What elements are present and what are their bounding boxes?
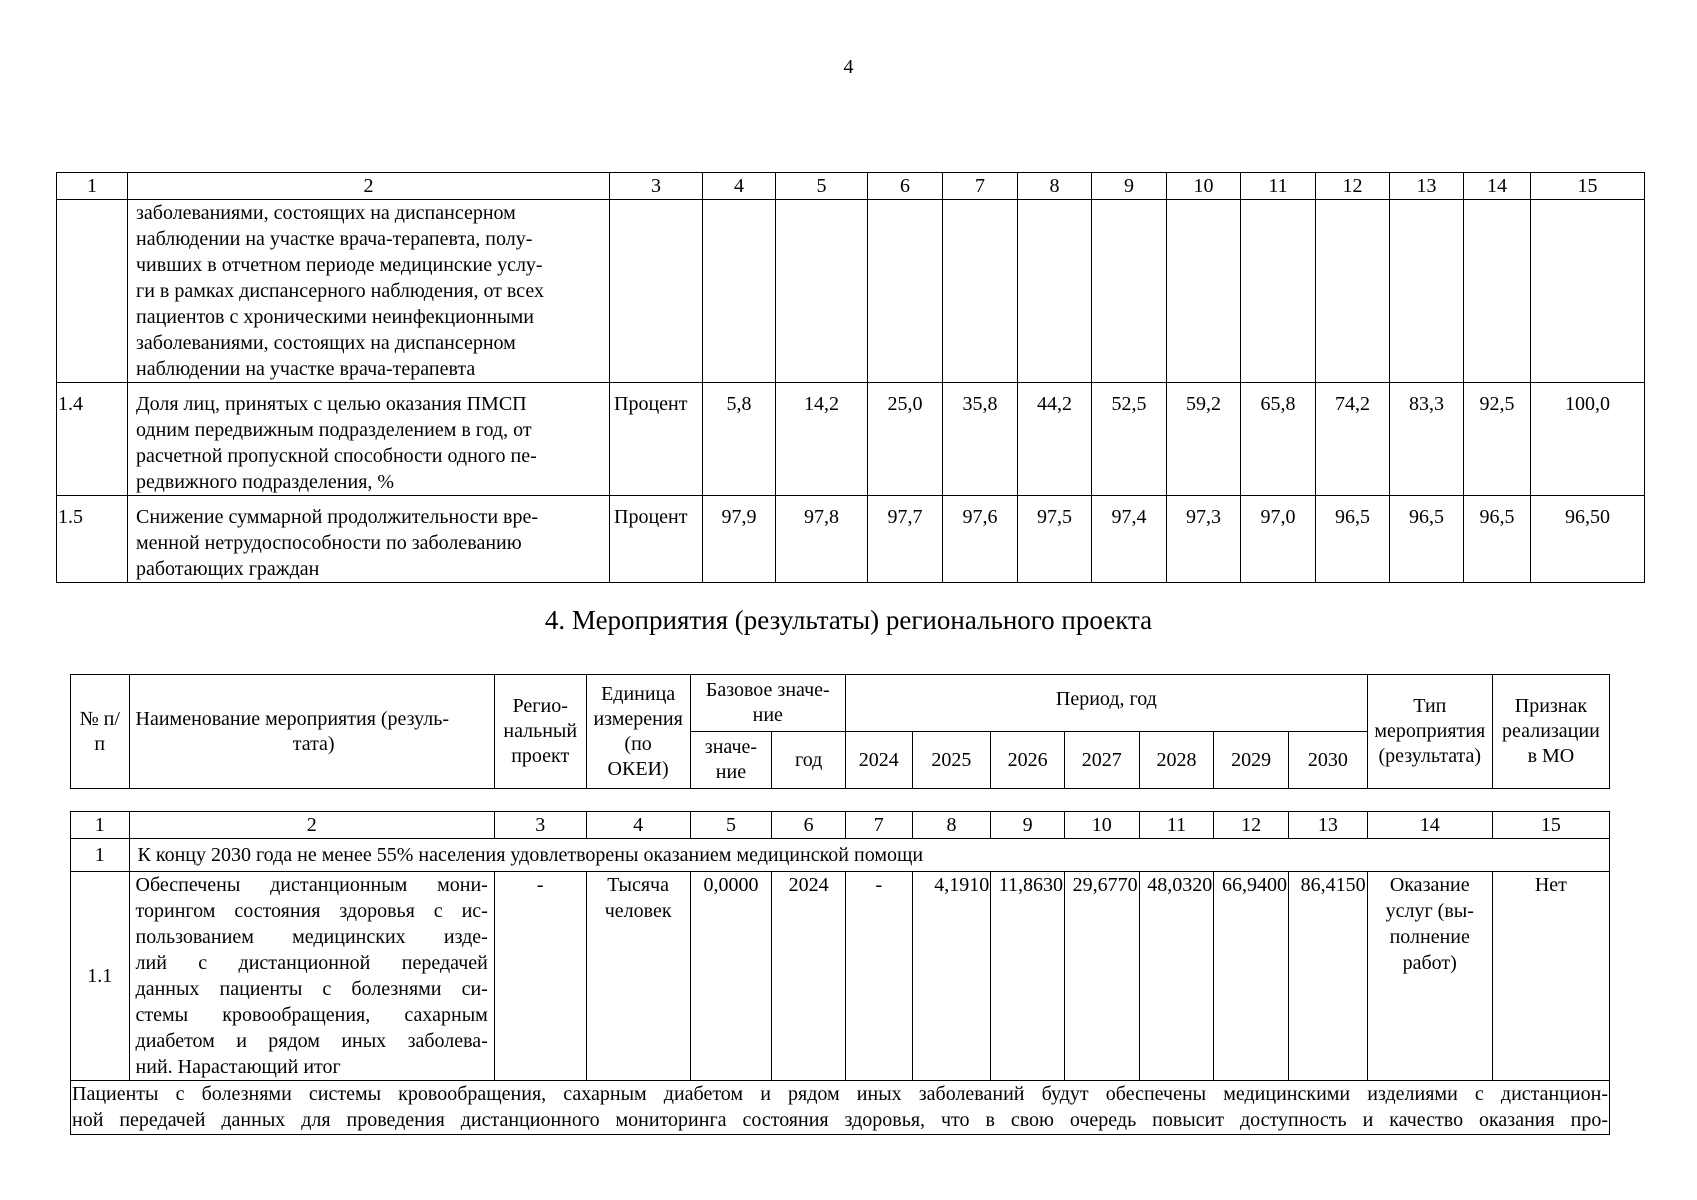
header-name: Наименование мероприятия (резуль- тата) [129, 675, 494, 789]
column-number: 13 [1390, 173, 1464, 200]
column-number: 5 [776, 173, 868, 200]
header-year: 2029 [1214, 732, 1289, 789]
header-period: Период, год [845, 675, 1367, 732]
goal-text: К концу 2030 года не менее 55% населения удовлетворены оказанием медицинской помощи [129, 839, 1609, 872]
row-index: 1.1 [71, 872, 130, 1081]
value-cell: 96,5 [1316, 496, 1390, 583]
column-number: 12 [1316, 173, 1390, 200]
page-number: 4 [843, 56, 854, 78]
header-year: 2030 [1288, 732, 1367, 789]
value-cell: 92,5 [1464, 383, 1531, 496]
row-index: 1.4 [57, 383, 128, 496]
column-number: 1 [57, 173, 128, 200]
value-cell: 11,8630 [991, 872, 1065, 1081]
header-unit: Единица измерения (по ОКЕИ) [586, 675, 690, 789]
column-number-row [57, 173, 1645, 200]
goal-index: 1 [71, 839, 130, 872]
header-base-value: значе- ние [690, 732, 772, 789]
header-regional: Регио- нальный проект [494, 675, 586, 789]
column-number: 11 [1139, 812, 1214, 839]
unit-cell: Процент [610, 496, 703, 583]
column-number: 9 [991, 812, 1065, 839]
column-number: 2 [128, 173, 610, 200]
regional-cell: - [494, 872, 586, 1081]
header-year: 2027 [1064, 732, 1139, 789]
column-number: 5 [690, 812, 772, 839]
column-number: 10 [1064, 812, 1139, 839]
value-cell: 14,2 [776, 383, 868, 496]
value-cell: 97,8 [776, 496, 868, 583]
description-row [71, 1081, 1610, 1135]
header-type: Тип мероприятия (результата) [1367, 675, 1492, 789]
column-number: 9 [1092, 173, 1167, 200]
type-cell: Оказание услуг (вы- полнение работ) [1367, 872, 1492, 1081]
header-base-year: год [772, 732, 846, 789]
base-value-cell: 0,0000 [690, 872, 772, 1081]
column-number: 14 [1464, 173, 1531, 200]
description-text: Пациенты с болезнями системы кровообращения, сахарным диабетом и рядом иных заболеваний будут обеспечены медицинскими изделиями с дистанцион- ной передачей данных для проведения дистанционного мониторинга состояния здоровья, что в свою очередь повысит доступность и качество оказания про- [71, 1081, 1610, 1135]
header-year: 2024 [845, 732, 912, 789]
value-cell: 97,6 [943, 496, 1018, 583]
value-cell: 83,3 [1390, 383, 1464, 496]
value-cell: 65,8 [1241, 383, 1316, 496]
value-cell: 97,9 [703, 496, 776, 583]
header-base: Базовое значе- ние [690, 675, 845, 732]
mo-cell: Нет [1492, 872, 1609, 1081]
value-cell: 97,4 [1092, 496, 1167, 583]
value-cell: 74,2 [1316, 383, 1390, 496]
value-cell: 59,2 [1167, 383, 1241, 496]
row-index: 1.5 [57, 496, 128, 583]
value-cell: 44,2 [1018, 383, 1092, 496]
column-number: 3 [610, 173, 703, 200]
column-number: 14 [1367, 812, 1492, 839]
unit-cell: Процент [610, 383, 703, 496]
column-number: 15 [1531, 173, 1645, 200]
column-number: 7 [846, 812, 913, 839]
value-cell: 96,5 [1464, 496, 1531, 583]
value-cell: 96,5 [1390, 496, 1464, 583]
indicator-row [57, 496, 1645, 583]
value-cell: 35,8 [943, 383, 1018, 496]
section-title: 4. Мероприятия (результаты) регионального проекта [544, 605, 1153, 635]
value-cell: 97,5 [1018, 496, 1092, 583]
header-num: № п/ п [71, 675, 130, 789]
indicator-name: Доля лиц, принятых с целью оказания ПМСП одним передвижным подразделением в год, от расчетной пропускной способности одного пе- редвижного подразделения, % [128, 383, 610, 496]
value-cell: 48,0320 [1139, 872, 1214, 1081]
column-number: 6 [868, 173, 943, 200]
column-number: 12 [1214, 812, 1289, 839]
measures-table [70, 811, 1610, 1135]
column-number: 7 [943, 173, 1018, 200]
header-year: 2026 [991, 732, 1065, 789]
column-number: 1 [71, 812, 130, 839]
column-number: 10 [1167, 173, 1241, 200]
column-number-row [71, 812, 1610, 839]
unit-cell: Тысяча человек [586, 872, 690, 1081]
column-number: 15 [1492, 812, 1609, 839]
value-cell: 29,6770 [1064, 872, 1139, 1081]
header-year: 2025 [912, 732, 991, 789]
value-cell: 97,3 [1167, 496, 1241, 583]
header-year: 2028 [1139, 732, 1214, 789]
column-number: 8 [912, 812, 991, 839]
column-number: 2 [129, 812, 494, 839]
base-year-cell: 2024 [772, 872, 846, 1081]
continuation-text: заболеваниями, состоящих на диспансерном наблюдении на участке врача-терапевта, полу- чивших в отчетном периоде медицинские услу- ги в рамках диспансерного наблюдения, от всех пациентов с хроническими неинфекционными заболеваниями, состоящих на диспансерном наблюдении на участке врача-терапевта [128, 200, 610, 383]
value-cell: 4,1910 [912, 872, 991, 1081]
goal-row [71, 839, 1610, 872]
value-cell: 25,0 [868, 383, 943, 496]
column-number: 13 [1288, 812, 1367, 839]
column-number: 8 [1018, 173, 1092, 200]
value-cell: 97,7 [868, 496, 943, 583]
value-cell: 97,0 [1241, 496, 1316, 583]
column-number: 11 [1241, 173, 1316, 200]
indicators-table [56, 172, 1645, 583]
indicator-name: Снижение суммарной продолжительности вре- менной нетрудоспособности по заболеванию работающих граждан [128, 496, 610, 583]
value-cell: 96,50 [1531, 496, 1645, 583]
value-cell: 86,4150 [1288, 872, 1367, 1081]
value-cell: 66,9400 [1214, 872, 1289, 1081]
measure-row [71, 872, 1610, 1081]
value-cell: 100,0 [1531, 383, 1645, 496]
measures-header-table [70, 674, 1610, 789]
value-cell: 5,8 [703, 383, 776, 496]
column-number: 4 [586, 812, 690, 839]
value-cell: - [846, 872, 913, 1081]
value-cell: 52,5 [1092, 383, 1167, 496]
header-mo: Признак реализации в МО [1492, 675, 1609, 789]
continuation-row [57, 200, 1645, 383]
column-number: 3 [494, 812, 586, 839]
indicator-row [57, 383, 1645, 496]
column-number: 4 [703, 173, 776, 200]
measure-name: Обеспечены дистанционным мони- торингом состояния здоровья с ис- пользованием медицинских изде- лий с дистанционной передачей данных пациенты с болезнями си- стемы кровообращения, сахарным диабетом и рядом иных заболева- ний. Нарастающий итог [129, 872, 494, 1081]
column-number: 6 [772, 812, 846, 839]
